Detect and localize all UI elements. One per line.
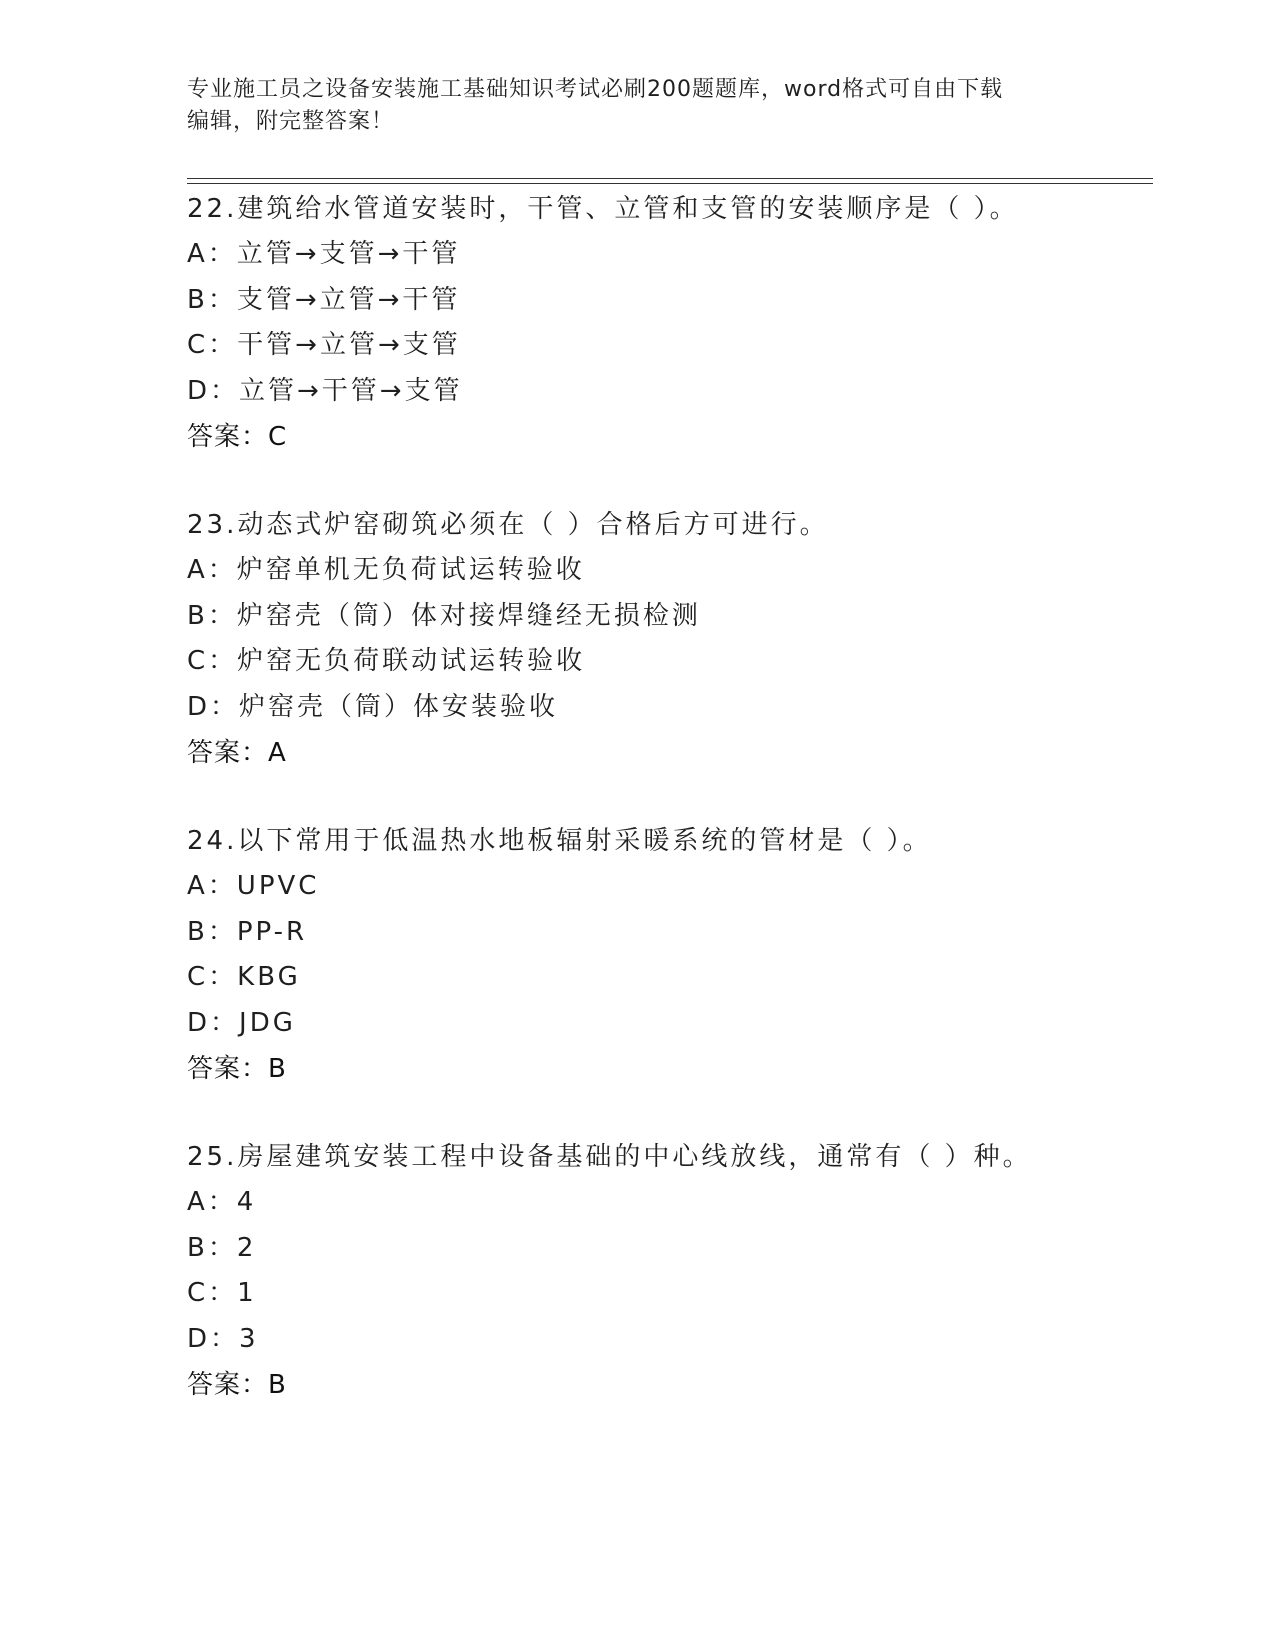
option-c: C：炉窑无负荷联动试运转验收 bbox=[187, 646, 586, 676]
answer-value: A bbox=[268, 738, 286, 768]
question-stem: 25.房屋建筑安装工程中设备基础的中心线放线，通常有（ ）种。 bbox=[187, 1142, 1032, 1172]
option-c: C：1 bbox=[187, 1278, 257, 1308]
question-block bbox=[187, 818, 1167, 1092]
header-title-line1: 专业施工员之设备安装施工基础知识考试必刷200题题库，word格式可自由下载 bbox=[187, 77, 1004, 102]
option-d: D：立管→干管→支管 bbox=[187, 375, 463, 406]
option-c: C：KBG bbox=[187, 962, 301, 992]
option-c: C：干管→立管→支管 bbox=[187, 330, 461, 360]
question-stem: 23.动态式炉窑砌筑必须在（ ）合格后方可进行。 bbox=[187, 510, 829, 540]
option-a: A：UPVC bbox=[187, 871, 320, 901]
answer-value: B bbox=[268, 1370, 286, 1400]
header-title-line2: 编辑，附完整答案！ bbox=[187, 109, 395, 134]
option-d: D：炉窑壳（筒）体安装验收 bbox=[187, 691, 559, 722]
header-divider-top bbox=[187, 178, 1153, 179]
answer-label: 答案： bbox=[187, 738, 269, 768]
answer-label: 答案： bbox=[187, 422, 269, 452]
option-b: B：炉窑壳（筒）体对接焊缝经无损检测 bbox=[187, 600, 701, 631]
answer-line bbox=[187, 414, 1167, 460]
document-header bbox=[187, 74, 1087, 138]
option-a: A：立管→支管→干管 bbox=[187, 239, 461, 269]
option-d: D：3 bbox=[187, 1323, 259, 1354]
header-divider-bottom bbox=[187, 183, 1153, 184]
option-b: B：PP-R bbox=[187, 916, 308, 947]
option-a: A：炉窑单机无负荷试运转验收 bbox=[187, 555, 585, 585]
question-block bbox=[187, 1134, 1167, 1408]
question-stem: 24.以下常用于低温热水地板辐射采暖系统的管材是（ ）。 bbox=[187, 826, 932, 856]
answer-value: B bbox=[268, 1054, 286, 1084]
answer-label: 答案： bbox=[187, 1054, 269, 1084]
answer-line bbox=[187, 1362, 1167, 1408]
option-a: A：4 bbox=[187, 1187, 257, 1217]
answer-line bbox=[187, 1046, 1167, 1092]
question-block bbox=[187, 186, 1167, 460]
answer-line bbox=[187, 730, 1167, 776]
answer-value: C bbox=[268, 422, 287, 452]
option-d: D：JDG bbox=[187, 1007, 296, 1038]
question-block bbox=[187, 502, 1167, 776]
question-stem: 22.建筑给水管道安装时，干管、立管和支管的安装顺序是（ ）。 bbox=[187, 194, 1019, 224]
answer-label: 答案： bbox=[187, 1370, 269, 1400]
option-b: B：2 bbox=[187, 1232, 257, 1263]
option-b: B：支管→立管→干管 bbox=[187, 284, 461, 315]
